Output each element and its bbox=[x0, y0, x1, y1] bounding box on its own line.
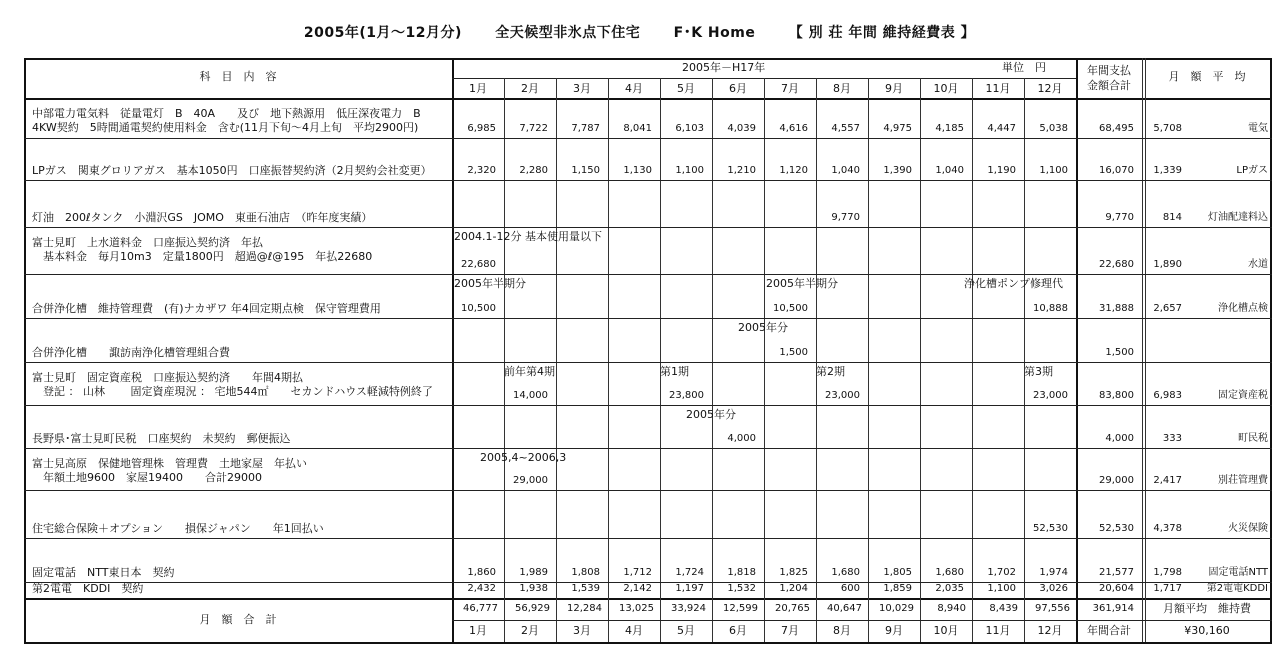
month-value: 4,616 bbox=[779, 123, 808, 134]
monthly-average: 5,708 bbox=[1153, 123, 1182, 134]
total-value: 20,765 bbox=[775, 603, 810, 614]
month-value: 7,787 bbox=[571, 123, 600, 134]
month-value: 1,150 bbox=[571, 165, 600, 176]
row-divider bbox=[24, 227, 1272, 228]
month-value: 23,000 bbox=[825, 390, 860, 401]
row-divider bbox=[24, 98, 1272, 100]
item-description: 第2電電 KDDI 契約 bbox=[32, 582, 144, 595]
month-value: 4,000 bbox=[727, 433, 756, 444]
cell-note: 浄化槽ポンプ修理代 bbox=[964, 277, 1063, 290]
month-value: 1,680 bbox=[935, 567, 964, 578]
total-month-label: 7月 bbox=[781, 624, 799, 637]
row-divider bbox=[24, 538, 1272, 539]
total-month-label: 3月 bbox=[573, 624, 591, 637]
month-value: 1,680 bbox=[831, 567, 860, 578]
column-divider bbox=[1142, 58, 1143, 642]
row-divider bbox=[24, 362, 1272, 363]
column-divider bbox=[1270, 58, 1272, 644]
month-value: 23,000 bbox=[1033, 390, 1068, 401]
item-description: 富士見町 固定資産税 口座振込契約済 年間4期払 bbox=[32, 371, 303, 384]
month-value: 6,103 bbox=[675, 123, 704, 134]
annual-total: 4,000 bbox=[1105, 433, 1134, 444]
month-value: 1,818 bbox=[727, 567, 756, 578]
month-value: 1,938 bbox=[519, 583, 548, 594]
title-period: 2005年(1月～12月分) bbox=[303, 25, 462, 41]
month-value: 14,000 bbox=[513, 390, 548, 401]
month-value: 5,038 bbox=[1039, 123, 1068, 134]
title-doc: 【 別 荘 年間 維持経費表 】 bbox=[788, 25, 976, 41]
annual-total: 1,500 bbox=[1105, 347, 1134, 358]
column-divider bbox=[868, 78, 869, 642]
month-value: 1,974 bbox=[1039, 567, 1068, 578]
month-value: 1,500 bbox=[779, 347, 808, 358]
item-description: 登記 ： 山林 固定資産現況 ： 宅地544㎡ セカンドハウス軽減特例終了 bbox=[32, 385, 433, 398]
month-value: 4,185 bbox=[935, 123, 964, 134]
unit-header: 単位 円 bbox=[1002, 61, 1046, 74]
month-header: 1月 bbox=[469, 82, 487, 95]
column-divider bbox=[1145, 58, 1146, 642]
row-divider bbox=[24, 598, 1272, 600]
total-month-label: 9月 bbox=[885, 624, 903, 637]
month-value: 1,825 bbox=[779, 567, 808, 578]
title-brand: F･K Home bbox=[673, 25, 756, 41]
category-label: 別荘管理費 bbox=[1218, 475, 1268, 486]
cell-note: 第2期 bbox=[816, 365, 845, 378]
month-value: 600 bbox=[840, 583, 860, 594]
month-value: 23,800 bbox=[669, 390, 704, 401]
month-value: 1,724 bbox=[675, 567, 704, 578]
month-header: 12月 bbox=[1037, 82, 1063, 95]
column-divider bbox=[920, 78, 921, 642]
month-value: 2,142 bbox=[623, 583, 652, 594]
row-divider bbox=[24, 318, 1272, 319]
month-value: 4,447 bbox=[987, 123, 1016, 134]
item-description: 住宅総合保険＋オプション 損保ジャパン 年1回払い bbox=[32, 522, 324, 535]
item-description: 基本料金 毎月10m3 定量1800円 超過@ℓ@195 年払22680 bbox=[32, 250, 373, 263]
month-value: 1,190 bbox=[987, 165, 1016, 176]
month-value: 1,712 bbox=[623, 567, 652, 578]
row-divider bbox=[24, 274, 1272, 275]
month-value: 2,432 bbox=[467, 583, 496, 594]
total-value: 33,924 bbox=[671, 603, 706, 614]
month-value: 29,000 bbox=[513, 475, 548, 486]
cell-note: 2004.1-12分 基本使用量以下 bbox=[454, 230, 602, 243]
monthly-average: 1,339 bbox=[1153, 165, 1182, 176]
item-description: 年額土地9600 家屋19400 合計29000 bbox=[32, 471, 262, 484]
column-divider bbox=[608, 78, 609, 642]
expense-table bbox=[24, 58, 1272, 644]
item-description: 灯油 200ℓタンク 小淵沢GS JOMO 東亜石油店 （昨年度実績） bbox=[32, 211, 373, 224]
month-value: 9,770 bbox=[831, 212, 860, 223]
month-header: 6月 bbox=[729, 82, 747, 95]
month-value: 1,860 bbox=[467, 567, 496, 578]
monthly-average: 1,890 bbox=[1153, 259, 1182, 270]
category-label: 電気 bbox=[1248, 123, 1268, 134]
month-header: 4月 bbox=[625, 82, 643, 95]
month-value: 1,989 bbox=[519, 567, 548, 578]
annual-total: 29,000 bbox=[1099, 475, 1134, 486]
monthly-average: 1,798 bbox=[1153, 567, 1182, 578]
month-value: 2,320 bbox=[467, 165, 496, 176]
category-label: 固定電話NTT bbox=[1208, 567, 1268, 578]
item-description: 長野県･富士見町民税 口座契約 未契約 郵便振込 bbox=[32, 432, 291, 445]
monthly-average: 6,983 bbox=[1153, 390, 1182, 401]
column-divider bbox=[660, 78, 661, 642]
total-value: 8,940 bbox=[937, 603, 966, 614]
month-header: 10月 bbox=[933, 82, 959, 95]
total-value: 12,599 bbox=[723, 603, 758, 614]
month-value: 1,120 bbox=[779, 165, 808, 176]
category-label: 水道 bbox=[1248, 259, 1268, 270]
category-label: 浄化槽点検 bbox=[1218, 303, 1268, 314]
category-label: 火災保険 bbox=[1228, 523, 1268, 534]
monthly-average: 4,378 bbox=[1153, 523, 1182, 534]
total-value: 46,777 bbox=[463, 603, 498, 614]
month-value: 22,680 bbox=[461, 259, 496, 270]
total-month-label: 12月 bbox=[1037, 624, 1063, 637]
month-value: 7,722 bbox=[519, 123, 548, 134]
month-value: 1,100 bbox=[675, 165, 704, 176]
month-value: 1,204 bbox=[779, 583, 808, 594]
total-month-label: 8月 bbox=[833, 624, 851, 637]
total-month-label: 11月 bbox=[985, 624, 1011, 637]
month-value: 1,539 bbox=[571, 583, 600, 594]
annual-header: 金額合計 bbox=[1087, 79, 1131, 92]
column-divider bbox=[452, 58, 454, 642]
total-value: 56,929 bbox=[515, 603, 550, 614]
total-month-label: 5月 bbox=[677, 624, 695, 637]
monthly-average: 2,417 bbox=[1153, 475, 1182, 486]
month-value: 8,041 bbox=[623, 123, 652, 134]
month-value: 1,859 bbox=[883, 583, 912, 594]
annual-total: 16,070 bbox=[1099, 165, 1134, 176]
month-header: 2月 bbox=[521, 82, 539, 95]
month-value: 3,026 bbox=[1039, 583, 1068, 594]
column-divider bbox=[1024, 78, 1025, 642]
column-divider bbox=[972, 78, 973, 642]
cell-note: 2005年半期分 bbox=[766, 277, 838, 290]
annual-header: 年間支払 bbox=[1087, 64, 1131, 77]
month-header: 11月 bbox=[985, 82, 1011, 95]
month-value: 1,100 bbox=[1039, 165, 1068, 176]
category-label: 第2電電KDDI bbox=[1206, 583, 1268, 594]
month-value: 1,040 bbox=[935, 165, 964, 176]
month-value: 1,808 bbox=[571, 567, 600, 578]
annual-total: 52,530 bbox=[1099, 523, 1134, 534]
column-divider bbox=[24, 58, 26, 644]
annual-total: 31,888 bbox=[1099, 303, 1134, 314]
grand-total-label: 年間合計 bbox=[1087, 624, 1131, 637]
total-month-label: 6月 bbox=[729, 624, 747, 637]
category-label: 灯油配達料込 bbox=[1208, 212, 1268, 223]
cell-note: 2005年分 bbox=[686, 408, 736, 421]
month-header: 9月 bbox=[885, 82, 903, 95]
row-divider bbox=[24, 138, 1272, 139]
month-header: 5月 bbox=[677, 82, 695, 95]
total-month-label: 10月 bbox=[933, 624, 959, 637]
cell-note: 第1期 bbox=[660, 365, 689, 378]
total-value: 13,025 bbox=[619, 603, 654, 614]
subject-header: 科 目 内 容 bbox=[199, 70, 277, 83]
cell-note: 2005年分 bbox=[738, 321, 788, 334]
annual-total: 68,495 bbox=[1099, 123, 1134, 134]
month-value: 1,130 bbox=[623, 165, 652, 176]
item-description: 富士見高原 保健地管理株 管理費 土地家屋 年払い bbox=[32, 457, 307, 470]
month-header: 7月 bbox=[781, 82, 799, 95]
row-divider bbox=[24, 58, 1272, 60]
month-value: 1,040 bbox=[831, 165, 860, 176]
total-value: 40,647 bbox=[827, 603, 862, 614]
grand-total: 361,914 bbox=[1092, 603, 1134, 614]
row-divider bbox=[24, 448, 1272, 449]
column-divider bbox=[764, 78, 765, 642]
item-description: 4KW契約 5時間通電契約使用料金 含む(11月下旬～4月上旬 平均2900円) bbox=[32, 121, 419, 134]
category-label: 町民税 bbox=[1238, 433, 1268, 444]
item-description: 合併浄化槽 諏訪南浄化槽管理組合費 bbox=[32, 346, 230, 359]
month-value: 1,100 bbox=[987, 583, 1016, 594]
month-value: 2,035 bbox=[935, 583, 964, 594]
cell-note: 2005,4~2006,3 bbox=[480, 451, 567, 464]
total-value: 10,029 bbox=[879, 603, 914, 614]
total-month-label: 1月 bbox=[469, 624, 487, 637]
average-cost-value: ¥30,160 bbox=[1184, 624, 1230, 637]
total-month-label: 4月 bbox=[625, 624, 643, 637]
row-divider bbox=[24, 180, 1272, 181]
month-value: 10,500 bbox=[773, 303, 808, 314]
month-value: 1,390 bbox=[883, 165, 912, 176]
month-value: 6,985 bbox=[467, 123, 496, 134]
month-value: 52,530 bbox=[1033, 523, 1068, 534]
month-value: 1,210 bbox=[727, 165, 756, 176]
month-value: 10,888 bbox=[1033, 303, 1068, 314]
monthly-average: 2,657 bbox=[1153, 303, 1182, 314]
item-description: 合併浄化槽 維持管理費 (有)ナカザワ 年4回定期点検 保守管理費用 bbox=[32, 302, 381, 315]
item-description: 中部電力電気料 従量電灯 B 40A 及び 地下熱源用 低圧深夜電力 B bbox=[32, 107, 421, 120]
category-label: 固定資産税 bbox=[1218, 390, 1268, 401]
total-value: 8,439 bbox=[989, 603, 1018, 614]
month-value: 1,532 bbox=[727, 583, 756, 594]
annual-total: 21,577 bbox=[1099, 567, 1134, 578]
month-value: 4,975 bbox=[883, 123, 912, 134]
month-value: 4,557 bbox=[831, 123, 860, 134]
item-description: LPガス 関東グロリアガス 基本1050円 口座振替契約済（2月契約会社変更） bbox=[32, 164, 432, 177]
total-value: 97,556 bbox=[1035, 603, 1070, 614]
cell-note: 第3期 bbox=[1024, 365, 1053, 378]
month-value: 10,500 bbox=[461, 303, 496, 314]
row-divider bbox=[24, 642, 1272, 644]
month-header: 3月 bbox=[573, 82, 591, 95]
category-label: LPガス bbox=[1236, 165, 1268, 176]
column-divider bbox=[712, 78, 713, 642]
annual-total: 9,770 bbox=[1105, 212, 1134, 223]
total-label: 月 額 合 計 bbox=[199, 613, 277, 626]
annual-total: 22,680 bbox=[1099, 259, 1134, 270]
month-header: 8月 bbox=[833, 82, 851, 95]
monthly-average: 333 bbox=[1162, 433, 1182, 444]
average-cost-label: 月額平均 維持費 bbox=[1163, 602, 1251, 615]
total-month-label: 2月 bbox=[521, 624, 539, 637]
month-value: 1,805 bbox=[883, 567, 912, 578]
cell-note: 2005年半期分 bbox=[454, 277, 526, 290]
month-value: 1,702 bbox=[987, 567, 1016, 578]
annual-total: 20,604 bbox=[1099, 583, 1134, 594]
monthly-average: 814 bbox=[1162, 212, 1182, 223]
average-header: 月 額 平 均 bbox=[1168, 70, 1246, 83]
month-value: 2,280 bbox=[519, 165, 548, 176]
row-divider bbox=[24, 490, 1272, 491]
monthly-average: 1,717 bbox=[1153, 583, 1182, 594]
column-divider bbox=[816, 78, 817, 642]
total-value: 12,284 bbox=[567, 603, 602, 614]
year-header: 2005年－H17年 bbox=[682, 61, 766, 74]
month-value: 1,197 bbox=[675, 583, 704, 594]
document-title bbox=[0, 22, 1279, 42]
cell-note: 前年第4期 bbox=[504, 365, 555, 378]
item-description: 富士見町 上水道料金 口座振込契約済 年払 bbox=[32, 236, 263, 249]
column-divider bbox=[504, 78, 505, 642]
column-divider bbox=[556, 78, 557, 642]
item-description: 固定電話 NTT東日本 契約 bbox=[32, 566, 175, 579]
title-house: 全天候型非氷点下住宅 bbox=[495, 25, 641, 41]
month-value: 4,039 bbox=[727, 123, 756, 134]
row-divider bbox=[452, 620, 1272, 621]
annual-total: 83,800 bbox=[1099, 390, 1134, 401]
row-divider bbox=[24, 405, 1272, 406]
